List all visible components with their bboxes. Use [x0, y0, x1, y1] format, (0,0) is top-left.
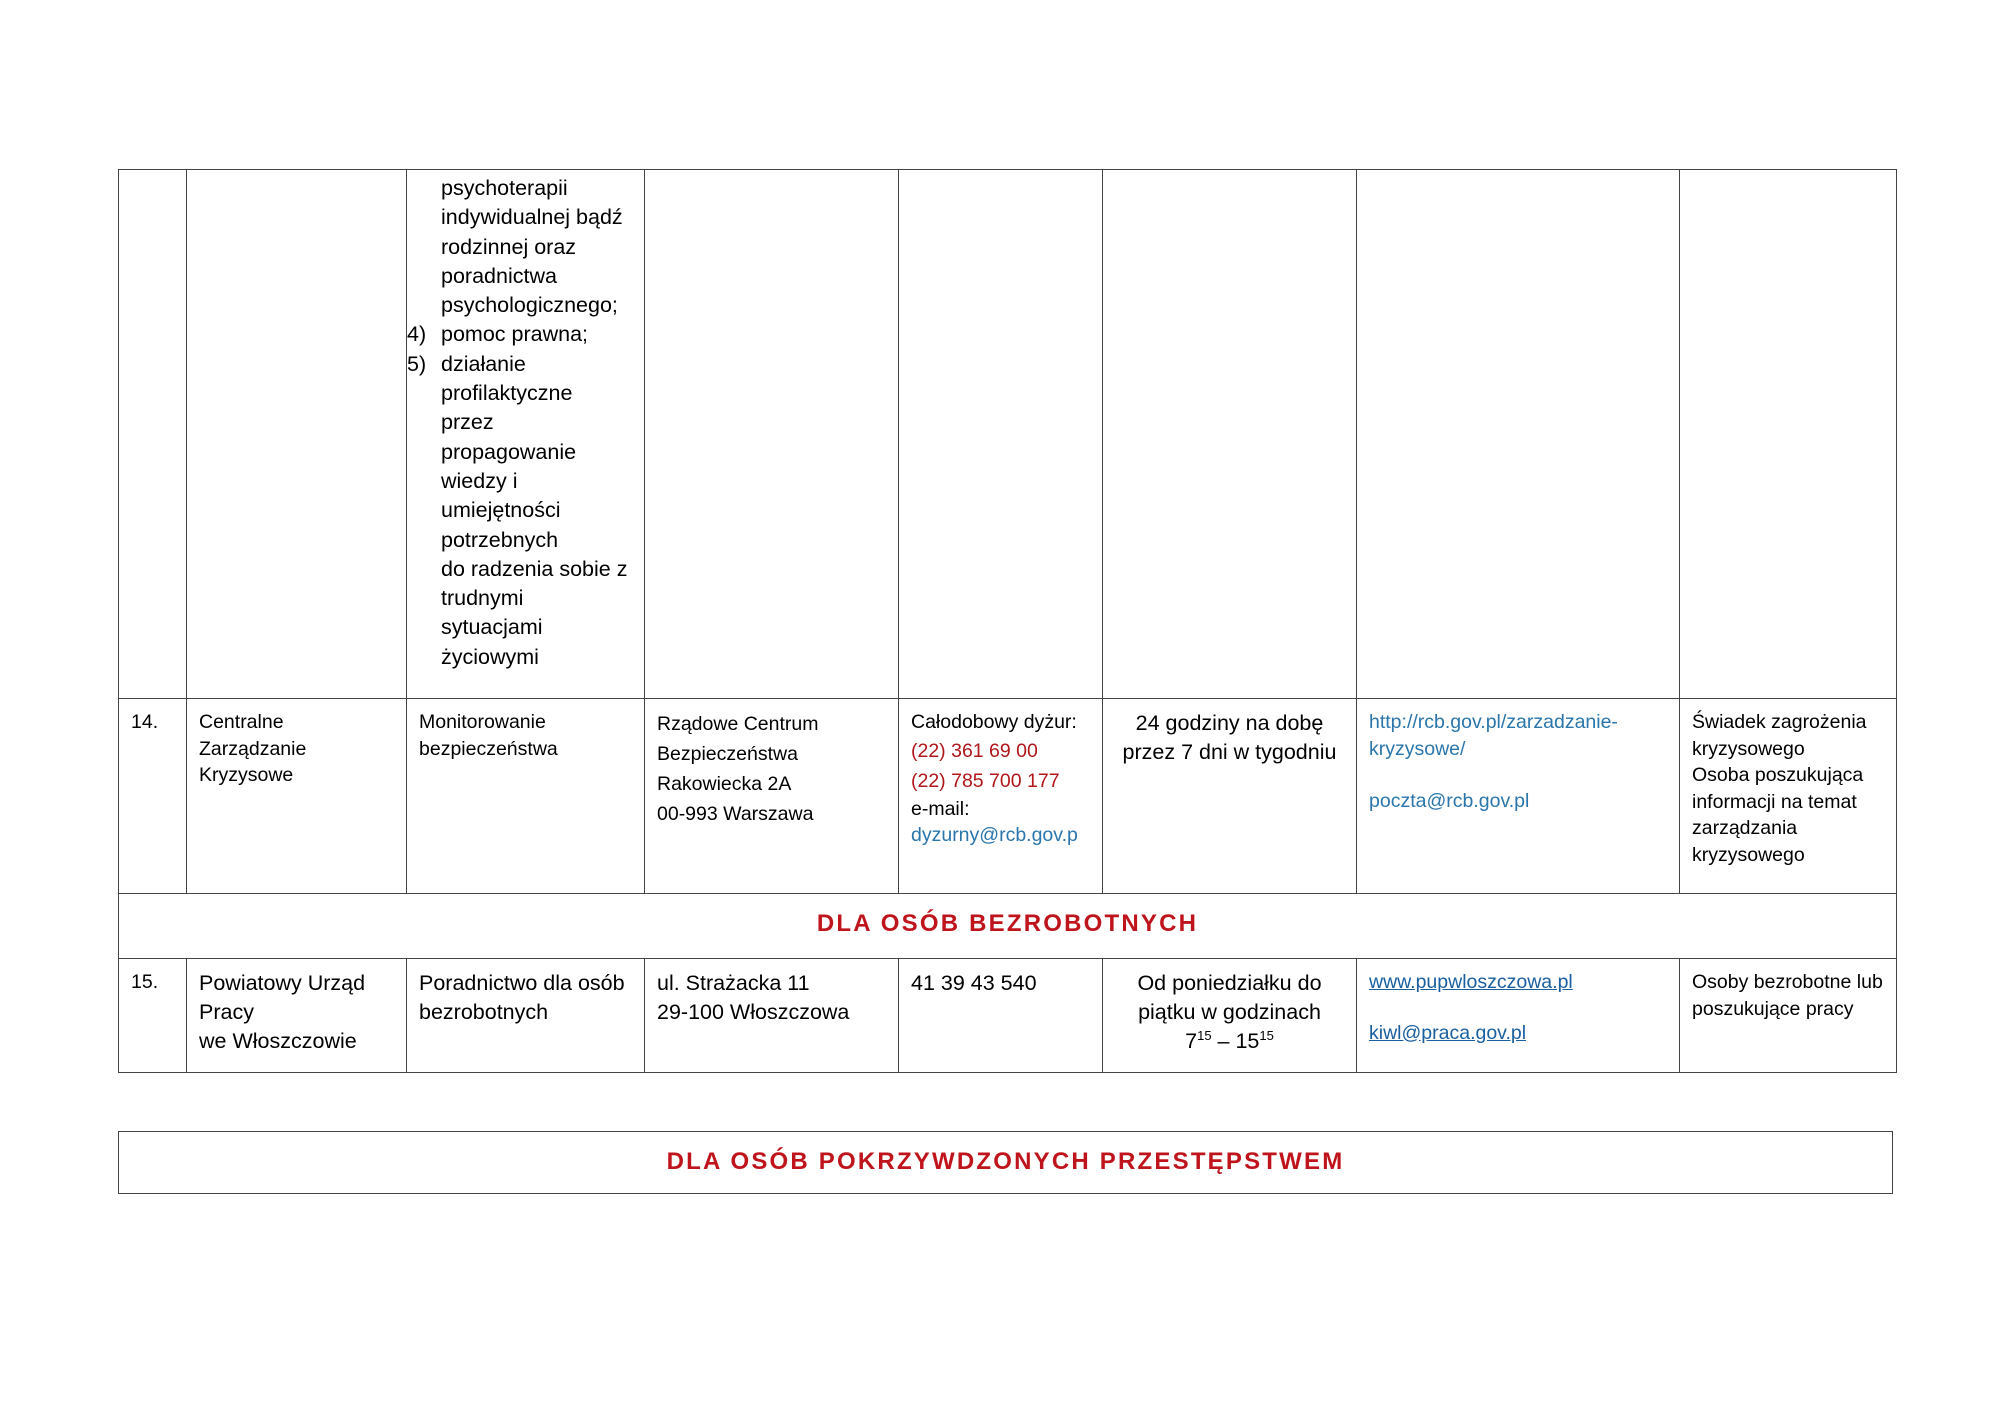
- cell-www: [1357, 699, 1680, 894]
- cell-services: [407, 699, 645, 894]
- services-line: potrzebnych: [441, 527, 559, 552]
- phone-number[interactable]: (22) 361 69 00: [911, 739, 1038, 762]
- hours-line: Od poniedziałku do: [1137, 971, 1322, 995]
- cell-target: [1680, 699, 1897, 894]
- institution-name: [187, 699, 406, 797]
- cell-target: [1680, 959, 1897, 1073]
- services-line: umiejętności: [441, 498, 561, 523]
- address-line: ul. Strażacka 11: [657, 971, 810, 995]
- cell-hours: [1103, 170, 1357, 699]
- cell-number: [119, 170, 187, 699]
- cell-name: [187, 699, 407, 894]
- list-text: działanie: [441, 351, 526, 376]
- target-line: Świadek zagrożenia: [1692, 711, 1867, 733]
- cell-services: [407, 170, 645, 699]
- services-line: życiowymi: [441, 644, 539, 669]
- cell-address: [645, 959, 899, 1073]
- section-title: DLA OSÓB BEZROBOTNYCH: [816, 910, 1199, 937]
- address-line: Rządowe Centrum: [657, 713, 819, 735]
- address-line: Bezpieczeństwa: [657, 743, 798, 765]
- service-line: bezpieczeństwa: [419, 737, 558, 760]
- hours-dash: –: [1211, 1029, 1236, 1053]
- cell-www: [1357, 959, 1680, 1073]
- phone-number[interactable]: 41 39 43 540: [911, 971, 1037, 995]
- hours-range: [1115, 1027, 1344, 1056]
- services-line: wiedzy i: [441, 468, 518, 493]
- name-line: Pracy: [199, 1000, 254, 1024]
- row-number: 15.: [131, 971, 159, 993]
- services-line: sytuacjami: [441, 615, 543, 640]
- contact: [899, 699, 1102, 857]
- website-link[interactable]: www.pupwloszczowa.pl: [1369, 971, 1573, 993]
- service-line: Poradnictwo dla osób: [419, 971, 625, 995]
- services-line: psychologicznego;: [441, 293, 618, 318]
- address-line: Rakowiecka 2A: [657, 773, 792, 795]
- hours-from: 7: [1185, 1029, 1198, 1053]
- website-line: kryzysowe/: [1369, 737, 1466, 760]
- hours-line: piątku w godzinach: [1138, 1000, 1321, 1024]
- cell-name: [187, 959, 407, 1073]
- website-line: http://rcb.gov.pl/zarzadzanie-: [1369, 711, 1618, 733]
- target-group: [1680, 699, 1896, 876]
- service-description: [407, 699, 644, 770]
- services-line: poradnictwa: [441, 263, 557, 288]
- target-line: Osoba poszukująca: [1692, 764, 1864, 786]
- services-line: profilaktyczne: [441, 381, 573, 406]
- services-line: indywidualnej bądź: [441, 205, 623, 230]
- cell-number: [119, 699, 187, 894]
- table-row-14: [119, 699, 1897, 894]
- row-number: 14.: [131, 711, 159, 733]
- list-number: 5): [407, 351, 427, 376]
- cell-phone: [899, 959, 1103, 1073]
- opening-hours: [1103, 699, 1356, 775]
- service-line: bezrobotnych: [419, 1000, 549, 1024]
- list-text: pomoc prawna;: [441, 322, 588, 347]
- services-line: rodzinnej oraz: [441, 234, 577, 259]
- name-line: Centralne Zarządzanie: [199, 711, 307, 760]
- address: [645, 959, 898, 1035]
- www-contact: [1357, 699, 1679, 823]
- cell-address: [645, 699, 899, 894]
- list-item-4: [407, 320, 632, 349]
- services-line: przez: [441, 410, 494, 435]
- name-line: we Włoszczowie: [199, 1029, 357, 1053]
- section-cell: [119, 894, 1897, 959]
- cell-phone: [899, 699, 1103, 894]
- target-group: [1680, 959, 1896, 1030]
- table-row-15: [119, 959, 1897, 1073]
- opening-hours: [1103, 959, 1356, 1064]
- address-line: 29-100 Włoszczowa: [657, 1000, 850, 1024]
- contact-label: Całodobowy dyżur:: [911, 711, 1077, 733]
- cell-services: [407, 959, 645, 1073]
- hours-from-minutes: 15: [1197, 1027, 1212, 1043]
- email-link[interactable]: poczta@rcb.gov.pl: [1369, 790, 1530, 812]
- target-line: informacji na temat: [1692, 790, 1857, 813]
- hours-line: przez 7 dni w tygodniu: [1122, 740, 1337, 764]
- address: [645, 699, 898, 837]
- cell-www: [1357, 170, 1680, 699]
- email-link[interactable]: kiwl@praca.gov.pl: [1369, 1021, 1527, 1044]
- hours-to: 15: [1235, 1029, 1260, 1053]
- section-title: DLA OSÓB POKRZYWDZONYCH PRZESTĘPSTWEM: [666, 1148, 1345, 1175]
- cell-name: [187, 170, 407, 699]
- target-line: zarządzania: [1692, 817, 1798, 839]
- hours-line: 24 godziny na dobę: [1135, 711, 1324, 735]
- website-link[interactable]: [1369, 709, 1667, 762]
- phone-number[interactable]: (22) 785 700 177: [911, 769, 1060, 792]
- email-label: e-mail:: [911, 797, 970, 820]
- institutions-table: [118, 169, 1897, 1073]
- cell-number: [119, 959, 187, 1073]
- cell-phone: [899, 170, 1103, 699]
- services-line: trudnymi: [441, 586, 524, 611]
- list-number: 4): [407, 322, 427, 347]
- list-item-5: [407, 350, 632, 379]
- name-line: Powiatowy Urząd: [199, 971, 366, 995]
- services-line: do radzenia sobie z: [441, 556, 628, 581]
- target-line: kryzysowego: [1692, 843, 1805, 866]
- institution-name: [187, 959, 406, 1064]
- target-line: poszukujące pracy: [1692, 997, 1854, 1020]
- www-contact: [1357, 959, 1679, 1054]
- section-box-crime-victims: [118, 1131, 1893, 1194]
- services-line: psychoterapii: [441, 176, 568, 200]
- section-row-unemployed: [119, 894, 1897, 959]
- service-description: [407, 959, 644, 1035]
- hours-to-minutes: 15: [1259, 1027, 1274, 1043]
- address-line: 00-993 Warszawa: [657, 803, 814, 825]
- email-link[interactable]: dyzurny@rcb.gov.p: [911, 824, 1078, 846]
- name-line: Kryzysowe: [199, 764, 294, 786]
- cell-hours: [1103, 959, 1357, 1073]
- cell-address: [645, 170, 899, 699]
- target-line: Osoby bezrobotne lub: [1692, 971, 1883, 993]
- service-line: Monitorowanie: [419, 711, 546, 733]
- cell-target: [1680, 170, 1897, 699]
- target-line: kryzysowego: [1692, 737, 1805, 760]
- table-row-continuation: [119, 170, 1897, 699]
- cell-hours: [1103, 699, 1357, 894]
- services-line: propagowanie: [441, 439, 577, 464]
- services-list: [407, 170, 644, 672]
